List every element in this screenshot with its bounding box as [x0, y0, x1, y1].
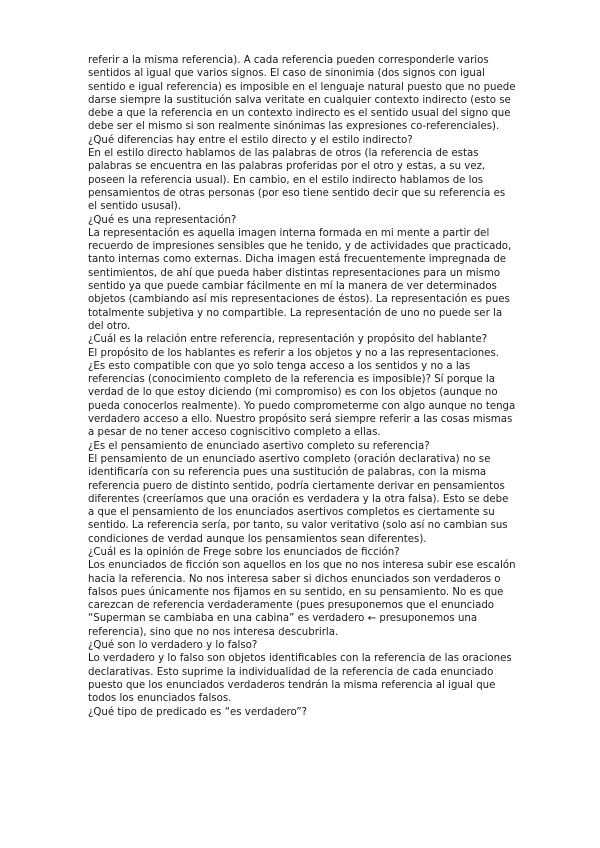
question-verdadero-falso: ¿Qué son lo verdadero y lo falso? — [88, 640, 258, 652]
answer-referencia-representacion-proposito: El propósito de los hablantes es referir a los objetos y no a las representaciones. ¿Es esto compatible con que yo solo tenga acceso a los sentidos y no a las referencias (conocimiento completo de la referencia es imposible)? Sí porque la verdad de lo que estoy diciendo (mi compromiso) es con los objetos (aunque no pueda conocerlos realmente). Yo puedo comprometerme con algo aunque no tenga verdadero acceso a ello. Nuestro propósito será siempre referir a las cosas mismas a pesar de no tener acceso cogniscitivo completo a ellas. — [88, 347, 516, 439]
answer-pensamiento-enunciado-asertivo: El pensamiento de un enunciado asertivo completo (oración declarativa) no se identificaría con su referencia pues una sustitución de palabras, con la misma referencia puero de distinto sentido, podría ciertamente derivar en pensamientos diferentes (creeríamos que una oración es verdadera y la otra falsa). Esto se debe a que el pensamiento de los enunciados asertivos completos es ciertamente su sentido. La referencia sería, por tanto, su valor veritativo (solo así no cambian sus condiciones de verdad aunque los pensamientos sean diferentes). — [88, 453, 509, 545]
paragraph-sinonimia: referir a la misma referencia). A cada referencia pueden corresponderle varios sentidos al igual que varios signos. El caso de sinonimia (dos signos con igual sentido e igual referencia) es imposible en el lenguaje natural puesto que no puede darse siempre la sustitución salva veritate en cualquier contexto indirecto (esto se debe a que la referencia en un contexto indirecto es el sentido usual del signo que debe ser el mismo si son realmente sinónimas las expresiones co-referenciales). — [88, 55, 516, 133]
answer-verdadero-falso: Lo verdadero y lo falso son objetos identificables con la referencia de las oraciones declarativas. Esto suprime la individualidad de la referencia de cada enunciado puesto que los enunciados verdaderos tendrán la misma referencia al igual que todos los enunciados falsos. — [88, 653, 512, 705]
document-page — [88, 54, 516, 719]
question-representacion: ¿Qué es una representación? — [88, 214, 237, 226]
answer-representacion: La representación es aquella imagen interna formada en mi mente a partir del recuerdo de impresiones sensibles que he tenido, y de actividades que practicado, tanto internas como externas. Dicha imagen está frecuentemente impregnada de sentimientos, de ahí que pueda haber distintas representaciones para un mismo sentido ya que puede cambiar fácilmente en mí la manera de ver determinados objetos (cambiando así mis representaciones de éstos). La representación es pues totalmente subjetiva y no compartible. La representación de uno no puede ser la del otro. — [88, 227, 512, 332]
question-estilo-directo-indirecto: ¿Qué diferencias hay entre el estilo directo y el estilo indirecto? — [88, 134, 413, 146]
question-enunciados-ficcion: ¿Cuál es la opinión de Frege sobre los enunciados de ficción? — [88, 546, 400, 558]
question-referencia-representacion-proposito: ¿Cuál es la relación entre referencia, representación y propósito del hablante? — [88, 334, 488, 346]
answer-enunciados-ficcion: Los enunciados de ficción son aquellos en los que no nos interesa subir ese escalón hacia la referencia. No nos interesa saber si dichos enunciados son verdaderos o falsos pues únicamente nos fijamos en su sentido, en su pensamiento. No es que carezcan de referencia verdaderamente (pues presuponemos que el enunciado “Superman se cambiaba en una cabina” es verdadero ← presuponemos una referencia), sino que no nos interesa descubrirla. — [88, 560, 516, 638]
question-predicado-es-verdadero: ¿Qué tipo de predicado es “es verdadero”? — [88, 706, 308, 718]
question-pensamiento-enunciado-asertivo: ¿Es el pensamiento de enunciado asertivo completo su referencia? — [88, 440, 430, 452]
answer-estilo-directo-indirecto: En el estilo directo hablamos de las palabras de otros (la referencia de estas palabras se encuentra en las palabras proferidas por el otro y estas, a su vez, poseen la referencia usual). En cambio, en el estilo indirecto hablamos de los pensamientos de otras personas (por eso tiene sentido decir que su referencia es el sentido ususal). — [88, 148, 506, 213]
